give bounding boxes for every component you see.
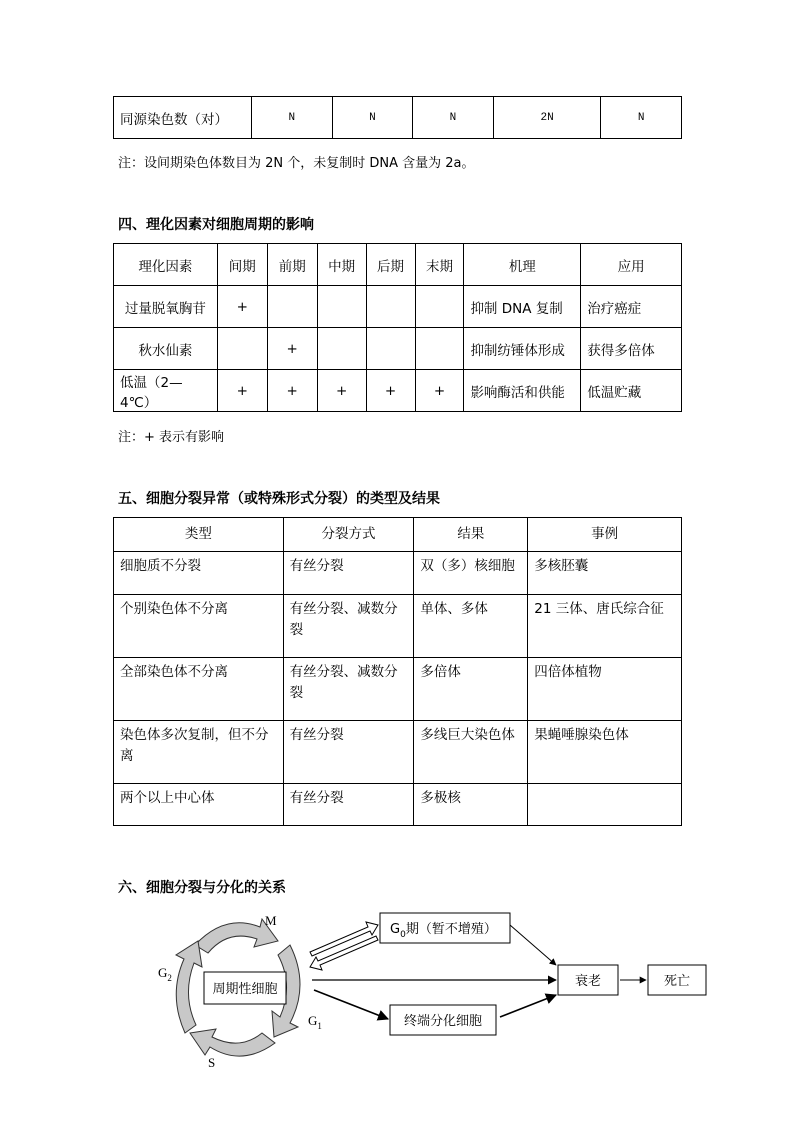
table-cell: 有丝分裂、减数分裂 [283, 595, 414, 658]
senescence-label: 衰老 [574, 974, 602, 989]
note-1: 注：设间期染色体数目为 2N 个，未复制时 DNA 含量为 2a。 [118, 156, 475, 171]
column-header: 末期 [415, 244, 464, 286]
table-cell: 四倍体植物 [528, 658, 682, 721]
cycle-arrow-g2 [176, 941, 202, 1033]
table-cell: + [217, 286, 267, 328]
table-cell: 个别染色体不分离 [114, 595, 284, 658]
table-cell: + [267, 328, 317, 370]
table-cell [267, 286, 317, 328]
table-cell: 2N [493, 97, 601, 139]
section-4-heading: 四、理化因素对细胞周期的影响 [118, 217, 314, 233]
table-cell: 多线巨大染色体 [414, 721, 528, 784]
column-header: 类型 [114, 518, 284, 552]
table-cell [217, 328, 267, 370]
arrow-cycle-to-terminal [314, 990, 388, 1019]
column-header: 应用 [581, 244, 682, 286]
note-2: 注：+ 表示有影响 [118, 430, 225, 445]
table-cell [528, 784, 682, 826]
table-cell: 影响酶活和供能 [464, 370, 581, 412]
table-cell: 果蝇唾腺染色体 [528, 721, 682, 784]
table-cell: + [317, 370, 366, 412]
table-cell: 两个以上中心体 [114, 784, 284, 826]
table-row [114, 658, 682, 721]
table-cell: + [267, 370, 317, 412]
arrow-g0-to-senescence [510, 925, 556, 965]
physicochemical-factors-table [113, 243, 682, 412]
arrow-terminal-to-senescence [500, 995, 556, 1017]
column-header: 中期 [317, 244, 366, 286]
column-header: 事例 [528, 518, 682, 552]
table-row [114, 286, 682, 328]
g0-label: $G_0$期（暂不增殖） [390, 922, 497, 940]
table-row [114, 721, 682, 784]
table-cell: 有丝分裂、减数分裂 [283, 658, 414, 721]
table-cell [366, 328, 415, 370]
table-cell: 全部染色体不分离 [114, 658, 284, 721]
table-row [114, 370, 682, 412]
table-cell: 多倍体 [414, 658, 528, 721]
cycle-center-label: 周期性细胞 [212, 982, 278, 997]
table-cell: 双（多）核细胞 [414, 552, 528, 595]
cycle-arrow-s [190, 1029, 275, 1056]
table-cell: + [217, 370, 267, 412]
table-cell: 获得多倍体 [581, 328, 682, 370]
table-cell: 单体、多体 [414, 595, 528, 658]
table-cell: 抑制 DNA 复制 [464, 286, 581, 328]
table-cell [317, 328, 366, 370]
table-cell: 多极核 [414, 784, 528, 826]
row-label: 同源染色数（对） [114, 97, 252, 139]
table-cell: N [332, 97, 413, 139]
table-cell: 抑制纺锤体形成 [464, 328, 581, 370]
phase-g1-label: $G_1$ [308, 1013, 322, 1031]
table-cell: 过量脱氧胸苷 [114, 286, 218, 328]
g0-exchange-arrows [310, 922, 378, 970]
table-cell: 低温贮藏 [581, 370, 682, 412]
column-header: 间期 [217, 244, 267, 286]
column-header: 后期 [366, 244, 415, 286]
table-cell: 低温（2—4℃） [114, 370, 218, 412]
table-cell [317, 286, 366, 328]
table-row [114, 595, 682, 658]
table-cell [415, 328, 464, 370]
table-cell: 染色体多次复制，但不分离 [114, 721, 284, 784]
section-6-heading: 六、细胞分裂与分化的关系 [118, 880, 286, 896]
death-label: 死亡 [663, 974, 691, 989]
table-cell: N [413, 97, 494, 139]
phase-m-label: M [265, 913, 277, 928]
chromosome-pairs-table [113, 96, 682, 139]
table-header-row [114, 518, 682, 552]
table-cell: 秋水仙素 [114, 328, 218, 370]
terminal-label: 终端分化细胞 [403, 1014, 483, 1029]
table-cell: N [252, 97, 333, 139]
phase-g2-label: $G_2$ [158, 965, 172, 983]
table-cell: 多核胚囊 [528, 552, 682, 595]
cell-cycle-diagram [150, 905, 740, 1075]
table-cell: 细胞质不分裂 [114, 552, 284, 595]
table-cell [415, 286, 464, 328]
table-row [114, 328, 682, 370]
column-header: 前期 [267, 244, 317, 286]
table-cell: N [601, 97, 682, 139]
column-header: 结果 [414, 518, 528, 552]
phase-s-label: S [208, 1055, 216, 1070]
table-row [114, 784, 682, 826]
column-header: 机理 [464, 244, 581, 286]
table-cell: 21 三体、唐氏综合征 [528, 595, 682, 658]
table-row [114, 97, 682, 139]
table-row [114, 552, 682, 595]
table-cell: + [415, 370, 464, 412]
table-cell: + [366, 370, 415, 412]
table-cell: 有丝分裂 [283, 552, 414, 595]
table-header-row [114, 244, 682, 286]
abnormal-division-table [113, 517, 682, 826]
table-cell: 有丝分裂 [283, 721, 414, 784]
table-cell [366, 286, 415, 328]
column-header: 分裂方式 [283, 518, 414, 552]
table-cell: 有丝分裂 [283, 784, 414, 826]
section-5-heading: 五、细胞分裂异常（或特殊形式分裂）的类型及结果 [118, 491, 440, 507]
table-cell: 治疗癌症 [581, 286, 682, 328]
column-header: 理化因素 [114, 244, 218, 286]
